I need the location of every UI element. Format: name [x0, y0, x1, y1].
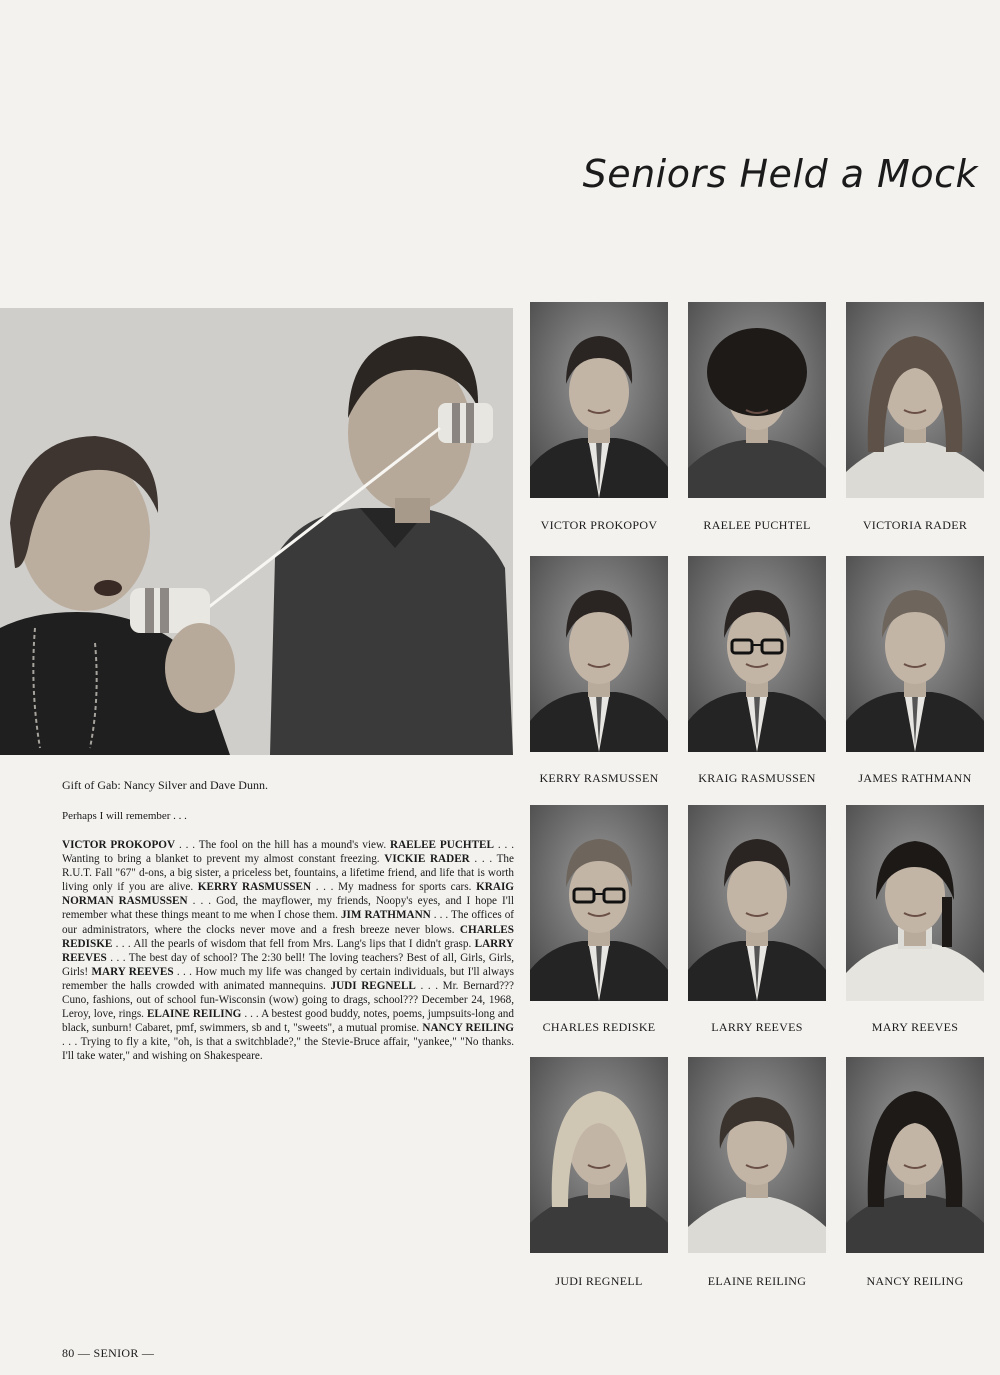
candid-photo-art	[0, 308, 513, 755]
portrait-name: KRAIG RASMUSSEN	[698, 771, 816, 785]
senior-portrait	[688, 556, 826, 752]
portrait-name: CHARLES REDISKE	[542, 1020, 656, 1034]
entry-name: KERRY RASMUSSEN	[197, 881, 312, 894]
portrait-photo	[530, 556, 668, 752]
entry-name: CHARLES REDISKE	[62, 923, 514, 950]
entry-text: . . . A bestest good buddy, notes, poems, jumpsuits-long and black, sunburn! Cabaret, pmf, swimmers, sb and t, "sweets", a mutual promise.	[62, 1008, 514, 1035]
portrait-name: MARY REEVES	[871, 1020, 959, 1034]
photo-caption: Gift of Gab: Nancy Silver and Dave Dunn.	[62, 778, 268, 792]
entry-text: . . . Trying to fly a kite, "oh, is that a switchblade?," the Stevie-Bruce affair, "yankee," "No thanks. I'll take water," and wishing on Shakespeare.	[62, 1036, 514, 1063]
entry-text: . . . Wanting to bring a blanket to prevent my almost constant freezing.	[62, 839, 515, 866]
senior-portrait	[688, 805, 826, 1001]
senior-portrait	[530, 302, 668, 498]
page-folio: 80 — SENIOR —	[62, 1346, 155, 1360]
senior-portrait	[530, 556, 668, 752]
portrait-photo	[530, 302, 668, 498]
entry-name: RAELEE PUCHTEL	[390, 839, 494, 851]
senior-portrait	[846, 302, 984, 498]
entry-text: . . . My madness for sports cars.	[311, 881, 477, 894]
entry-text: . . . The offices of our administrators, where the clocks never move and a fresh breeze never blows.	[62, 909, 515, 936]
portrait-name: VICTOR PROKOPOV	[540, 518, 658, 532]
entry-text: . . . God, the mayflower, my friends, Noopy's eyes, and I hope I'll remember what these things meant to me when I chose them.	[62, 895, 514, 922]
entry-text: . . . All the pearls of wisdom that fell from Mrs. Lang's lips that I didn't grasp.	[112, 937, 475, 950]
entry-name: ELAINE REILING	[146, 1008, 242, 1021]
portrait-photo	[688, 556, 826, 752]
entry-name: MARY REEVES	[91, 965, 174, 978]
entry-name: LARRY REEVES	[62, 937, 514, 964]
intro-line: Perhaps I will remember . . .	[62, 810, 187, 822]
portrait-name: JUDI REGNELL	[555, 1274, 643, 1288]
page-title: Seniors Held a Mock	[582, 152, 978, 196]
senior-portrait	[530, 1057, 668, 1253]
portrait-photo	[846, 805, 984, 1001]
portrait-photo	[846, 302, 984, 498]
portrait-name: KERRY RASMUSSEN	[539, 771, 659, 785]
senior-portrait	[846, 805, 984, 1001]
entry-name: JIM RATHMANN	[340, 909, 431, 922]
portrait-name: ELAINE REILING	[707, 1274, 807, 1288]
entry-name: JUDI REGNELL	[330, 979, 416, 992]
entry-name: NANCY REILING	[422, 1022, 514, 1035]
portrait-name: VICTORIA RADER	[862, 518, 968, 532]
portrait-photo	[530, 805, 668, 1001]
candid-photo	[0, 308, 513, 755]
portrait-photo	[530, 1057, 668, 1253]
senior-portrait	[846, 556, 984, 752]
entry-text: . . . The R.U.T. Fall "67" d-ons, a big sister, a priceless bet, fountains, a lifetime friend, and life that is worth living only if you are alive.	[62, 853, 514, 894]
portrait-name: LARRY REEVES	[711, 1020, 803, 1034]
entry-name: VICKIE RADER	[384, 853, 470, 866]
senior-portrait	[846, 1057, 984, 1253]
portrait-name: JAMES RATHMANN	[858, 771, 972, 785]
entry-name: KRAIG NORMAN RASMUSSEN	[62, 881, 514, 908]
senior-portrait	[688, 302, 826, 498]
entry-text: . . . Mr. Bernard??? Cuno, fashions, out of school fun-Wisconsin (wow) going to drags, school??? December 24, 1968, Leroy, love, rings.	[62, 979, 514, 1021]
portrait-name: RAELEE PUCHTEL	[703, 518, 811, 532]
entry-name: VICTOR PROKOPOV	[62, 839, 176, 851]
senior-remembrances	[62, 838, 514, 1064]
entry-text: . . . The best day of school? The 2:30 bell! The loving teachers? Best of all, Girls, Girls, Girls!	[62, 951, 514, 978]
senior-portrait	[530, 805, 668, 1001]
senior-portrait	[688, 1057, 826, 1253]
portrait-photo	[846, 1057, 984, 1253]
portrait-name: NANCY REILING	[866, 1274, 964, 1288]
portrait-photo	[688, 805, 826, 1001]
entry-text: . . . How much my life was changed by certain individuals, but I'll always remember the halls crowded with animated mannequins.	[62, 965, 514, 992]
portrait-photo	[846, 556, 984, 752]
entry-text: . . . The fool on the hill has a mound's view.	[175, 839, 391, 851]
portrait-photo	[688, 302, 826, 498]
portrait-photo	[688, 1057, 826, 1253]
